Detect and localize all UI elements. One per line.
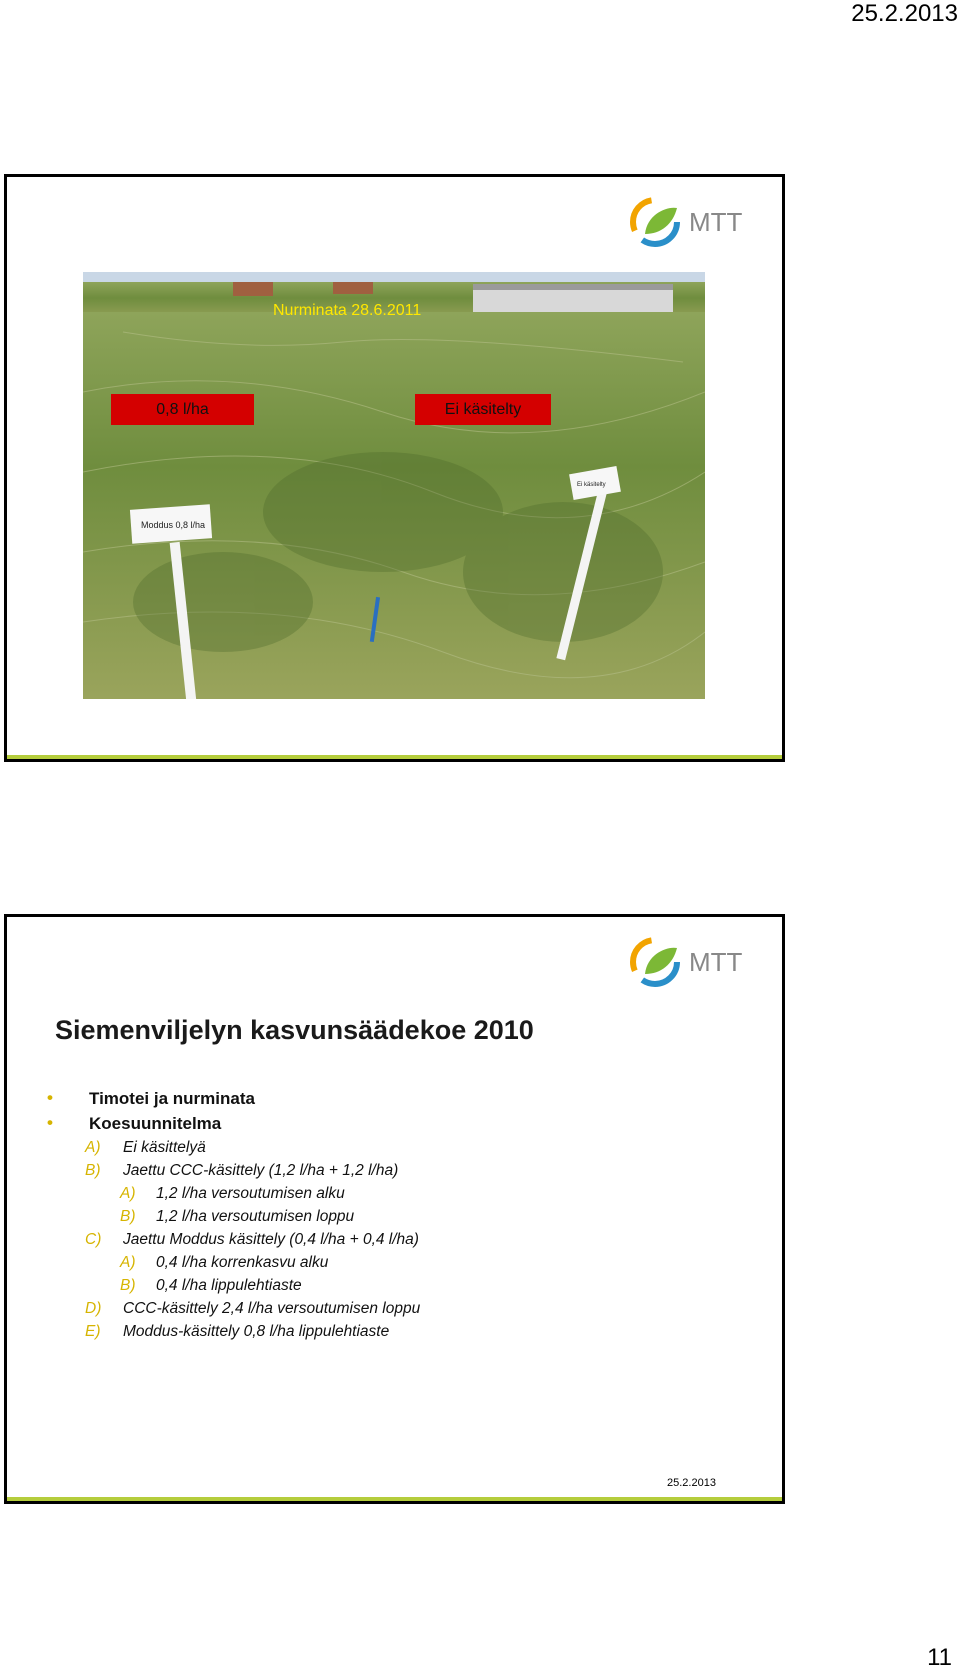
treatment-label-left: 0,8 l/ha	[111, 394, 254, 425]
photo-caption: Nurminata 28.6.2011	[273, 302, 422, 319]
logo-text: MTT	[689, 947, 743, 977]
treatment-label-right: Ei käsitelty	[415, 394, 551, 425]
bullet-icon: •	[47, 1088, 53, 1107]
bullet-icon: •	[47, 1113, 53, 1132]
bullet-item: • Koesuunnitelma	[47, 1113, 222, 1133]
mtt-logo	[627, 932, 767, 992]
slide-footer-date: 25.2.2013	[667, 1477, 716, 1489]
logo-text: MTT	[689, 207, 743, 237]
bullet-item: • Timotei ja nurminata	[47, 1088, 255, 1108]
slide-photo	[4, 174, 785, 762]
bullet-list	[43, 1089, 255, 1139]
mtt-logo	[627, 192, 767, 252]
sign-right-text: Ei käsitelty	[577, 482, 606, 488]
page-date: 25.2.2013	[851, 0, 958, 27]
field-photo	[83, 272, 705, 699]
page-number: 11	[927, 1644, 952, 1671]
slide-text: MTT Siemenviljelyn kasvunsäädekoe 2010 • Timotei ja nurminata • Koesuunnitelma A) Ei käsittelyä B) Jaettu CCC-käsittely (1,2 l/ha + 1,2 l/ha) A) 1,2 l/ha versoutumisen alku B) 1,2 l/ha versoutumisen loppu C) Jaettu Moddus käsittely (0,4 l/ha + 0,4 l/ha) A) 0,4 l/ha korrenkasvu alku B) 0,4 l/ha lippulehtiaste D) CCC-käsittely 2,4 l/ha versoutumisen loppu E) Moddus-käsittely 0,8 l/ha lippulehtiaste 25.2.2013	[4, 914, 785, 1504]
slide-title: Siemenviljelyn kasvunsäädekoe 2010	[55, 1015, 534, 1045]
sign-left-text: Moddus 0,8 l/ha	[141, 520, 206, 530]
